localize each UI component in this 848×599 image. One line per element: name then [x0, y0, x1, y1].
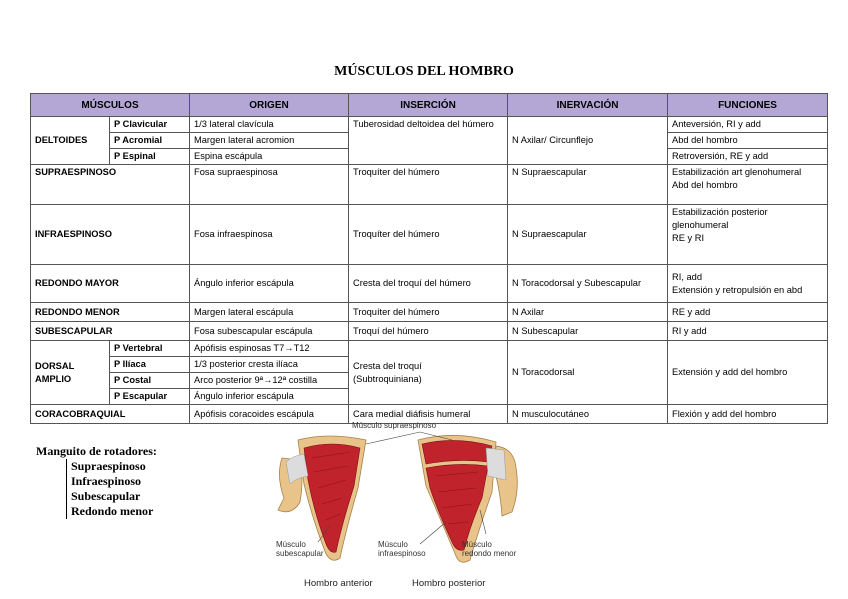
- function-line: glenohumeral: [672, 220, 729, 230]
- muscle-part: P Costal: [110, 373, 190, 389]
- caption-posterior: Hombro posterior: [412, 578, 486, 589]
- muscle-part: P Ilíaca: [110, 357, 190, 373]
- function-cell: [668, 165, 828, 205]
- muscle-name: CORACOBRAQUIAL: [31, 405, 190, 424]
- function-line: RE y RI: [672, 233, 705, 243]
- insertion-cell: Cresta del troquí del húmero: [349, 265, 508, 303]
- origin-cell: 1/3 posterior cresta ilíaca: [190, 357, 349, 373]
- label-redondo-line2: redondo menor: [462, 549, 517, 558]
- muscle-part: P Vertebral: [110, 341, 190, 357]
- list-item: Infraespinoso: [71, 474, 142, 488]
- shoulder-anatomy-figure: [270, 418, 530, 596]
- caption-anterior: Hombro anterior: [304, 578, 373, 589]
- function-line: Estabilización art glenohumeral: [672, 167, 802, 177]
- function-line: Extensión y retropulsión en abd: [672, 284, 803, 295]
- function-cell: Extensión y add del hombro: [668, 341, 828, 405]
- insertion-cell: Troquíter del húmero: [349, 165, 508, 205]
- insertion-cell: Cara medial diáfisis humeral: [349, 405, 508, 424]
- label-subescapular-line2: subescapular: [276, 549, 324, 558]
- insertion-cell: Tuberosidad deltoidea del húmero: [349, 117, 508, 165]
- muscle-name-line: AMPLIO: [35, 373, 72, 384]
- innervation-cell: N Subescapular: [508, 322, 668, 341]
- table-row: [31, 322, 828, 341]
- table-row: [31, 117, 828, 133]
- origin-cell: Margen lateral acromion: [190, 133, 349, 149]
- muscle-name: DELTOIDES: [31, 117, 110, 165]
- innervation-cell: N musculocutáneo: [508, 405, 668, 424]
- tendon-posterior: [486, 448, 506, 480]
- function-cell: Anteversión, RI y add: [668, 117, 828, 133]
- label-supraespinoso: Músculo supraespinoso: [352, 421, 437, 430]
- list-item: Subescapular: [71, 489, 141, 503]
- insertion-cell: Troquí del húmero: [349, 322, 508, 341]
- muscle-name: REDONDO MENOR: [31, 303, 190, 322]
- function-cell: Flexión y add del hombro: [668, 405, 828, 424]
- insertion-cell: Troquíter del húmero: [349, 303, 508, 322]
- muscle-name: REDONDO MAYOR: [31, 265, 190, 303]
- rotator-cuff-list: [36, 444, 157, 519]
- table-row: [31, 265, 828, 303]
- muscle-name: SUBESCAPULAR: [31, 322, 190, 341]
- table-row: [31, 341, 828, 357]
- muscle-part: P Clavicular: [110, 117, 190, 133]
- origin-cell: 1/3 lateral clavícula: [190, 117, 349, 133]
- innervation-cell: N Axilar: [508, 303, 668, 322]
- muscle-name: [31, 341, 110, 405]
- rotator-cuff-title: Manguito de rotadores:: [36, 444, 157, 458]
- origin-cell: Arco posterior 9ª→12ª costilla: [190, 373, 349, 389]
- muscle-name: SUPRAESPINOSO: [31, 165, 190, 205]
- function-cell: Retroversión, RE y add: [668, 149, 828, 165]
- origin-cell: Apófisis coracoides escápula: [190, 405, 349, 424]
- muscle-part: P Escapular: [110, 389, 190, 405]
- label-redondo-line1: Músculo: [462, 540, 492, 549]
- insertion-cell: Troquíter del húmero: [349, 205, 508, 265]
- origin-cell: Apófisis espinosas T7→T12: [190, 341, 349, 357]
- table-header-row: [31, 94, 828, 117]
- list-item: Redondo menor: [71, 504, 154, 518]
- origin-cell: Ángulo inferior escápula: [190, 265, 349, 303]
- label-infraespinoso-line2: infraespinoso: [378, 549, 426, 558]
- header-insercion: INSERCIÓN: [349, 94, 508, 117]
- origin-cell: Fosa subescapular escápula: [190, 322, 349, 341]
- table-row: [31, 165, 828, 205]
- header-funciones: FUNCIONES: [668, 94, 828, 117]
- innervation-cell: N Toracodorsal: [508, 341, 668, 405]
- muscle-name: INFRAESPINOSO: [31, 205, 190, 265]
- innervation-cell: N Supraescapular: [508, 205, 668, 265]
- innervation-cell: N Toracodorsal y Subescapular: [508, 265, 668, 303]
- muscle-part: P Acromial: [110, 133, 190, 149]
- header-origen: ORIGEN: [190, 94, 349, 117]
- insertion-cell: [349, 341, 508, 405]
- function-cell: Abd del hombro: [668, 133, 828, 149]
- list-item: Supraespinoso: [71, 459, 146, 473]
- muscle-name-line: DORSAL: [35, 360, 75, 371]
- origin-cell: Ángulo inferior escápula: [190, 389, 349, 405]
- function-line: RI, add: [672, 271, 702, 282]
- function-cell: RE y add: [668, 303, 828, 322]
- innervation-cell: N Axilar/ Circunflejo: [508, 117, 668, 165]
- table-row: [31, 303, 828, 322]
- origin-cell: Margen lateral escápula: [190, 303, 349, 322]
- insertion-line: Cresta del troquí: [353, 360, 422, 371]
- label-infraespinoso-line1: Músculo: [378, 540, 408, 549]
- insertion-line: (Subtroquiniana): [353, 373, 422, 384]
- origin-cell: Fosa infraespinosa: [190, 205, 349, 265]
- header-musculos: MÚSCULOS: [31, 94, 190, 117]
- supraspinatus-muscle: [422, 440, 492, 464]
- label-subescapular-line1: Músculo: [276, 540, 306, 549]
- function-cell: [668, 205, 828, 265]
- header-inervacion: INERVACIÓN: [508, 94, 668, 117]
- function-cell: RI y add: [668, 322, 828, 341]
- muscle-part: P Espinal: [110, 149, 190, 165]
- origin-cell: Fosa supraespinosa: [190, 165, 349, 205]
- function-cell: [668, 265, 828, 303]
- muscles-table: [30, 93, 828, 424]
- function-line: Estabilización posterior: [672, 207, 768, 217]
- page-title: MÚSCULOS DEL HOMBRO: [334, 64, 514, 79]
- function-line: Abd del hombro: [672, 180, 738, 190]
- table-row: [31, 205, 828, 265]
- innervation-cell: N Supraescapular: [508, 165, 668, 205]
- origin-cell: Espina escápula: [190, 149, 349, 165]
